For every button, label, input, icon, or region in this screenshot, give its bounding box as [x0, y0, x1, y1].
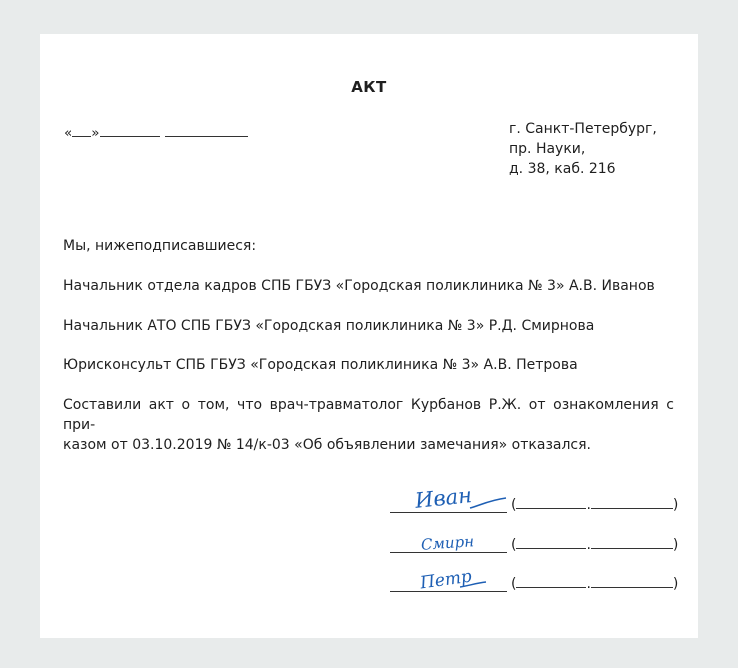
signature-1-name-field: ( . ): [511, 497, 679, 513]
signature-3-flourish: [458, 578, 488, 590]
intro-text: Мы, нижеподписавшиеся:: [63, 238, 257, 254]
document-title: АКТ: [351, 78, 387, 96]
date-month-blank: [100, 122, 160, 137]
signature-3-name-field: ( . ): [511, 576, 679, 592]
signature-1-flourish: [468, 496, 508, 512]
signature-2-name-field: ( . ): [511, 537, 679, 553]
statement-paragraph: [63, 395, 674, 455]
signature-1: Иван: [413, 483, 473, 513]
signature-3: Петр: [418, 566, 474, 594]
document-page: [40, 34, 698, 638]
address-block: [509, 119, 657, 179]
date-year-blank: [165, 122, 248, 137]
date-day-blank: [72, 122, 91, 137]
date-close-quote: »: [91, 125, 100, 141]
address-city: г. Санкт-Петербург,: [509, 121, 657, 137]
address-building: д. 38, каб. 216: [509, 161, 616, 177]
signature-line-3: [390, 590, 507, 592]
member-1: Начальник отдела кадров СПБ ГБУЗ «Городская поликлиника № 3» А.В. Иванов: [63, 278, 655, 294]
member-2: Начальник АТО СПБ ГБУЗ «Городская поликлиника № 3» Р.Д. Смирнова: [63, 318, 595, 334]
signature-2: Смирн: [420, 532, 475, 554]
statement-line-1: Составили акт о том, что врач-травматолог Курбанов Р.Ж. от ознакомления с при-: [63, 397, 674, 433]
date-field: [64, 122, 248, 141]
date-open-quote: «: [64, 125, 73, 141]
address-street: пр. Науки,: [509, 141, 586, 157]
statement-line-2: казом от 03.10.2019 № 14/к-03 «Об объявлении замечания» отказался.: [63, 437, 591, 453]
member-3: Юрисконсульт СПБ ГБУЗ «Городская поликлиника № 3» А.В. Петрова: [63, 357, 578, 373]
